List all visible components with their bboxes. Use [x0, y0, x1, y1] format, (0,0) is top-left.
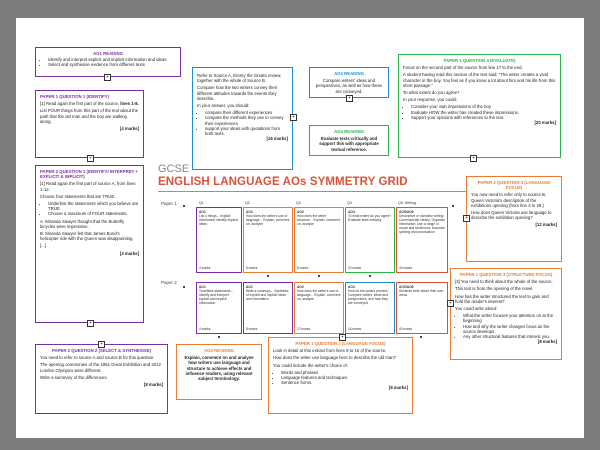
connector-tab: +: [98, 341, 105, 348]
p1q4-line3: To what extent do you agree?: [403, 90, 460, 96]
cell-marks: 20 marks: [348, 266, 362, 270]
cell-desc: List 4 things... explicit information identify explicit ideas: [199, 214, 238, 226]
row-label-paper1: Paper 1: [161, 201, 177, 206]
cell-ao: AO1: [246, 285, 253, 289]
col-header-q3: Q3: [296, 201, 301, 205]
cell-marks: 8 marks: [246, 327, 258, 331]
p1q3-bullet: • How and why the writer changes focus as the source develops: [463, 324, 557, 334]
p1q2-bullet: • Language features and techniques: [281, 375, 408, 380]
cell-desc: Descriptive or narrative writing: Communicate clearly; Organise information; Use a range of vocab and sentences; Accurate spelling and punctuation: [399, 214, 445, 234]
cell-desc: Students write about their own views: [399, 289, 444, 297]
p2q4-bullet: • compare their different experiences: [205, 110, 288, 115]
ao4-reading-title: AO4 READING: [334, 129, 364, 134]
grid-dot: [218, 336, 220, 338]
ao3-reading-title: AO3 READING: [334, 71, 364, 76]
p1q4-bullet: • Consider your own impressions of the boy: [411, 104, 556, 109]
cell-desc: True/false statements... identify and interpret explicit and implicit information: [199, 289, 234, 305]
p2q4-marks: [16 marks]: [266, 136, 288, 142]
cell-marks: 40 marks: [399, 327, 413, 331]
cell-ao: AO4: [348, 210, 355, 214]
col-header-q2: Q2: [245, 201, 250, 205]
p1q1-marks: [4 marks]: [119, 126, 139, 132]
p1q4-bullet: • Evaluate HOW the writer has created these impressions.: [411, 110, 556, 115]
paper1-question2-title: PAPER 1 QUESTION 2 (LANGUAGE FOCUS): [295, 341, 386, 346]
cell-marks: 4 marks: [199, 266, 211, 270]
paper1-question2-box: [268, 337, 413, 414]
p2q4-bullet: • compare the methods they use to convey their experiences: [205, 115, 288, 125]
ao2-reading-title: AO2 READING: [204, 348, 234, 353]
p1q4-bullet: • Support your opinions with references to the text.: [411, 115, 556, 120]
connector-tab: +: [104, 74, 111, 81]
cell-ao: AO5/AO6: [399, 285, 414, 289]
p2q1-bullet: • Choose a maximum of FOUR statements.: [48, 211, 139, 216]
ao1-reading-bullet: • Identify and interpret explicit and implicit information and ideas: [48, 57, 176, 62]
p2q3-marks: [12 marks]: [535, 222, 557, 228]
cell-desc: Write a summary... Synthesis of explicit and implicit ideas and information: [246, 289, 289, 301]
p2q1-choose: Choose four statements that are TRUE.: [40, 193, 116, 199]
grid-dot: [183, 286, 185, 288]
paper2-question1-box: [35, 165, 144, 323]
cell-desc: How do the writers present... Compare writers' ideas and perspectives, and how they are conveyed: [348, 289, 390, 305]
paper1-question4-box: [398, 54, 561, 158]
p2q4-line1: Refer to Source A, Emmy the Greats review, together with the whole of Source B.: [197, 73, 282, 84]
cell-marks: 8 marks: [297, 266, 309, 270]
p2q2-line3: Write a summary of the differences.: [40, 374, 108, 380]
cell-ao: AO2: [297, 285, 304, 289]
p1q1-task: List FOUR things from this part of the text about the path that the old man and the boy are walking along.: [40, 108, 139, 124]
cell-ao: AO1: [199, 210, 206, 214]
grid-cell-p2-q1: [196, 282, 242, 334]
paper1-question3-box: [450, 268, 562, 360]
p2q2-marks: [8 marks]: [143, 382, 163, 388]
p2q2-line1: You need to refer to source A and source B for this question.: [40, 355, 155, 361]
col-header-q4: Q4: [347, 201, 352, 205]
grid-title: ENGLISH LANGUAGE AOs SYMMETRY GRID: [158, 176, 408, 188]
grid-dot: [420, 336, 422, 338]
cell-desc: To what extent do you agree? Evaluate texts critically: [348, 214, 392, 222]
p2q3-line2: How does Queen Victoria use language to describe the exhibition opening?: [471, 210, 552, 221]
grid-cell-p1-q3: [294, 207, 344, 273]
connector-tab: +: [463, 215, 470, 222]
connector-tab: +: [447, 300, 454, 307]
grid-cell-p2-q5: [396, 282, 448, 334]
cell-marks: 16 marks: [348, 327, 362, 331]
cell-ao: AO1: [199, 285, 206, 289]
title-underline: [158, 191, 474, 192]
ao1-reading-title: AO1 READING: [93, 51, 123, 56]
p2q1-statement-b: B. Miranda Sawyer felt that James Bond's helicopter ride with the Queen was disappointing.: [40, 231, 134, 242]
connector-tab: +: [87, 155, 94, 162]
paper2-question4-box: [192, 67, 293, 170]
p2q3-line1: You now need to refer only to source B, Queen Victoria's description of the exhibitions opening (from line 3 to 29.): [471, 192, 547, 208]
connector-tab: +: [87, 320, 94, 327]
connector-tab: +: [346, 95, 353, 102]
p2q1-marks: [4 marks]: [119, 250, 139, 256]
p2q1-bullet: • Underline the statements which you believe are TRUE.: [48, 201, 139, 211]
cell-desc: How does the writer's use of language... Explain, comment on, analyse: [297, 289, 341, 301]
ao1-reading-bullet: • Select and synthesise evidence from different texts: [48, 62, 176, 67]
p1q3-line1: [3] You need to think about the whole of the source.: [455, 279, 553, 285]
ao4-reading-box: [309, 125, 389, 156]
connector-tab: +: [339, 334, 346, 341]
p1q3-line2: This text is from the opening of the novel.: [455, 286, 534, 292]
grid-cell-p2-q4: [345, 282, 395, 334]
ao2-reading-box: [176, 344, 262, 400]
cell-ao: AO3: [348, 285, 355, 289]
paper1-question4-title: PAPER 1 QUESTION 4 (EVALUATE): [443, 58, 516, 63]
ao3-reading-body: Compare writers' ideas and perspectives, as well as how these are conveyed.: [315, 78, 383, 94]
cell-desc: How does the writer structure... Explain, comment on, analyse: [297, 214, 340, 226]
paper2-question2-title: PAPER 2 QUESTION 2 (SELECT & SYNTHESISE): [51, 348, 151, 353]
col-header-q1: Q1: [199, 201, 204, 205]
ao1-reading-box: [35, 47, 181, 77]
p1q2-bullet: • Words and phrases: [281, 370, 408, 375]
p2q4-line2: Compare how the two writers convey their different attitudes towards the events they describe.: [197, 85, 278, 101]
col-header-q5: Q5: Writing: [398, 201, 416, 205]
p1q3-marks: [8 marks]: [537, 339, 557, 345]
p1q2-line1: Look in detail at this extract from lines 9 to 16 of the source.: [273, 348, 387, 354]
cell-ao: AO5/AO6: [399, 210, 414, 214]
paper1-question1-title: PAPER 1 QUESTION 1 (IDENTIFY): [40, 94, 109, 99]
grid-dot: [183, 205, 185, 207]
cell-ao: AO2: [246, 210, 253, 214]
grid-cell-p2-q3: [294, 282, 344, 334]
p2q4-line3: In your answer, you should:: [197, 103, 250, 109]
cell-marks: 4 marks: [199, 327, 211, 331]
grid-dot: [267, 275, 269, 277]
p1q1-lines: lines 1-8.: [120, 101, 139, 107]
p2q4-bullet: • support your ideas with quotations from both texts.: [205, 126, 288, 136]
connector-tab: +: [470, 155, 477, 162]
ao2-reading-body: Explain, comment on and analyse how writers use language and structure to achieve effects and influence readers, using relevant subject terminology.: [184, 355, 254, 382]
p1q4-line4: In your response, you could:: [403, 97, 457, 103]
grid-dot: [369, 275, 371, 277]
paper2-question2-box: [35, 344, 168, 414]
p1q3-line4: You could write about:: [455, 306, 498, 312]
paper2-question3-box: [466, 176, 562, 262]
cell-ao: AO2: [297, 210, 304, 214]
grid-cell-p2-q2: [243, 282, 293, 334]
p1q2-marks: [8 marks]: [388, 385, 408, 391]
grid-cell-p1-q1: [196, 207, 242, 273]
p1q4-marks: [20 marks]: [534, 120, 556, 126]
p2q2-line2: The opening ceremonies of the 1851 Great Exhibition and 2012 London Olympics were different.: [40, 362, 161, 373]
cell-marks: 8 marks: [246, 266, 258, 270]
cell-desc: How does the writer's use of language... Explain, comment on, analyse: [246, 214, 290, 226]
paper2-question3-title: PAPER 2 QUESTION 3 (LANGUAGE FOCUS): [477, 180, 551, 191]
ao3-reading-box: [309, 67, 389, 98]
ao4-reading-body: Evaluate texts critically and support this with appropriate textual reference.: [319, 136, 379, 152]
p1q2-line3: You could include the writer's choice of:: [273, 362, 348, 368]
cell-marks: 40 marks: [399, 266, 413, 270]
grid-dot: [318, 275, 320, 277]
grid-cell-p1-q5: [396, 207, 448, 273]
p1q1-text: [1] Read again the first part of the source,: [40, 101, 120, 107]
p1q3-bullet: • What the writer focuses your attention on at the beginning: [463, 313, 557, 323]
grid-title-gcse: GCSE: [158, 163, 190, 175]
p1q2-bullet: • Sentence forms.: [281, 380, 408, 385]
paper1-question3-title: PAPER 1 QUESTION 3 (STRUCTURE FOCUS): [459, 272, 553, 277]
p2q1-ellipsis: [...]: [40, 243, 46, 249]
p1q2-line2: How does the writer use language here to describe the old man?: [273, 355, 397, 361]
p1q3-line3: How has the writer structured the text to gain and hold the reader's interest?: [455, 293, 549, 304]
connector-tab: +: [290, 114, 297, 121]
p1q4-line1: Focus on the second part of the source from line 17 to the end.: [403, 65, 523, 71]
p1q3-bullet: • Any other structural features that interest you.: [463, 334, 557, 339]
p2q1-statement-a: A. Miranda Sawyer thought that the Butterfly bicycles were impressive.: [40, 218, 125, 229]
grid-cell-p1-q2: [243, 207, 293, 273]
grid-cell-p1-q4: [345, 207, 395, 273]
grid-dot: [452, 205, 454, 207]
p2q1-intro: [1] Read again the first part of source A, from lines 1-12.: [40, 181, 136, 192]
paper2-question1-title: PAPER 2 QUESTION 1 (IDENTIFY/ INTERPRET + EXPLICIT & IMPLICIT): [40, 169, 138, 180]
p1q4-line2: A student having read this section of the text said: "The writer creates a vivid character in the boy. You feel as if you know a lot about him and his life from this short passage.": [403, 72, 556, 88]
row-label-paper2: Paper 2: [161, 280, 177, 285]
paper1-question1-box: [35, 90, 144, 158]
cell-marks: 12 marks: [297, 327, 311, 331]
